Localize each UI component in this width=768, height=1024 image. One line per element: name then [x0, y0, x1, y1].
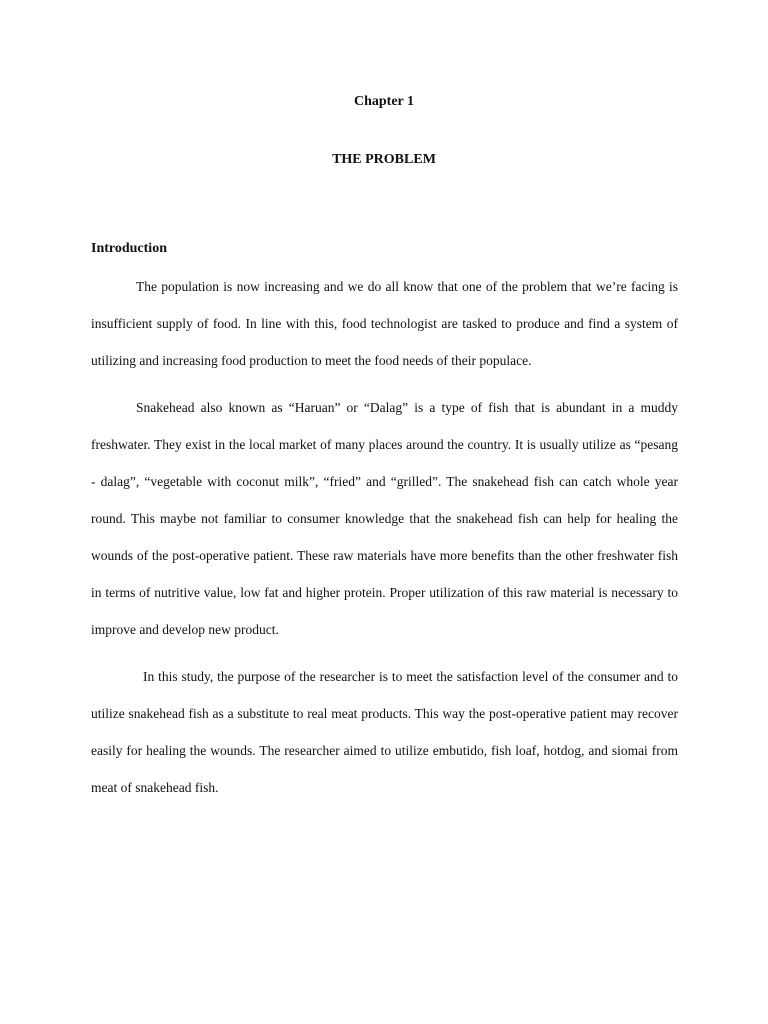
paragraph-3: In this study, the purpose of the researcher is to meet the satisfaction level of the consumer and to utilize snakehead fish as a substitute to real meat products. This way the post-operative patient may recover easily for healing the wounds. The researcher aimed to utilize embutido, fish loaf, hotdog, and siomai from meat of snakehead fish. [91, 669, 678, 795]
paragraph-2: Snakehead also known as “Haruan” or “Dalag” is a type of fish that is abundant in a muddy freshwater. They exist in the local market of many places around the country. It is usually utilize as “pesang - dalag”, “vegetable with coconut milk”, “fried” and “grilled”. The snakehead fish can catch whole year round. This maybe not familiar to consumer knowledge that the snakehead fish can help for healing the wounds of the post-operative patient. These raw materials have more benefits than the other freshwater fish in terms of nutritive value, low fat and higher protein. Proper utilization of this raw material is necessary to improve and develop new product. [91, 400, 678, 637]
paragraph-1: The population is now increasing and we do all know that one of the problem that we’re facing is insufficient supply of food. In line with this, food technologist are tasked to produce and find a system of utilizing and increasing food production to meet the food needs of their populace. [91, 279, 678, 368]
chapter-label: Chapter 1 [353, 94, 415, 109]
section-heading-introduction: Introduction [91, 241, 167, 256]
document-body [91, 240, 678, 806]
chapter-title: THE PROBLEM [332, 152, 436, 167]
